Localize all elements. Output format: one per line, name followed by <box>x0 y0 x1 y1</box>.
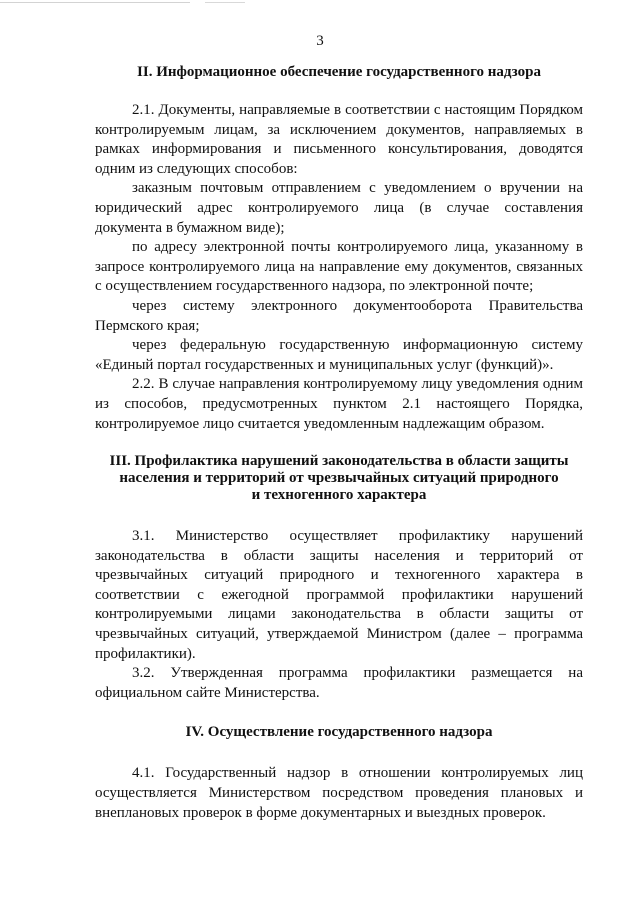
paragraph-2-1-method-mail: заказным почтовым отправлением с уведомлением о вручении на юридический адрес контролируемого лица (в случае составления документа в бумажном виде); <box>95 180 583 236</box>
section-3-title <box>95 453 583 504</box>
section-3-title-line-2: населения и территорий от чрезвычайных ситуаций природного <box>119 470 559 487</box>
paragraph-2-1-method-edo: через систему электронного документооборота Правительства Пермского края; <box>95 297 583 334</box>
document-body <box>95 64 583 823</box>
paragraph-2-2: 2.2. В случае направления контролируемому лицу уведомления одним из способов, предусмотренных пунктом 2.1 настоящего Порядка, контролируемое лицо считается уведомленным надлежащим образом. <box>95 376 583 432</box>
paragraph-2-1-method-email: по адресу электронной почты контролируемого лица, указанному в запросе контролируемого лица на направление ему документов, связанных с осуществлением государственного надзора, по электронной почте; <box>95 239 583 295</box>
scan-artifact-line <box>0 2 245 3</box>
section-2-title: II. Информационное обеспечение государственного надзора <box>137 64 541 80</box>
section-3-title-line-3: и техногенного характера <box>251 487 427 504</box>
paragraph-4-1: 4.1. Государственный надзор в отношении контролируемых лиц осуществляется Министерством посредством проведения плановых и внеплановых проверок в форме документарных и выездных проверок. <box>95 765 583 821</box>
paragraph-2-1: 2.1. Документы, направляемые в соответствии с настоящим Порядком контролируемым лицам, за исключением документов, направляемых в рамках информирования и письменного консультирования, доводятся одним из следующих способов: <box>95 102 583 177</box>
paragraph-2-1-method-portal: через федеральную государственную информационную систему «Единый портал государственных и муниципальных услуг (функций)». <box>95 337 583 373</box>
paragraph-3-2: 3.2. Утвержденная программа профилактики размещается на официальном сайте Министерства. <box>95 665 583 701</box>
section-4-title: IV. Осуществление государственного надзора <box>185 724 493 741</box>
section-3-title-line-1: III. Профилактика нарушений законодательства в области защиты <box>109 453 569 470</box>
paragraph-3-1: 3.1. Министерство осуществляет профилактику нарушений законодательства в области защиты населения и территорий от чрезвычайных ситуаций природного и техногенного характера в соответствии с ежегодной программой профилактики нарушений контролируемыми лицами законодательства в области защиты от чрезвычайных ситуаций, утверждаемой Министром (далее – программа профилактики). <box>95 528 583 662</box>
page-number: 3 <box>316 33 324 49</box>
